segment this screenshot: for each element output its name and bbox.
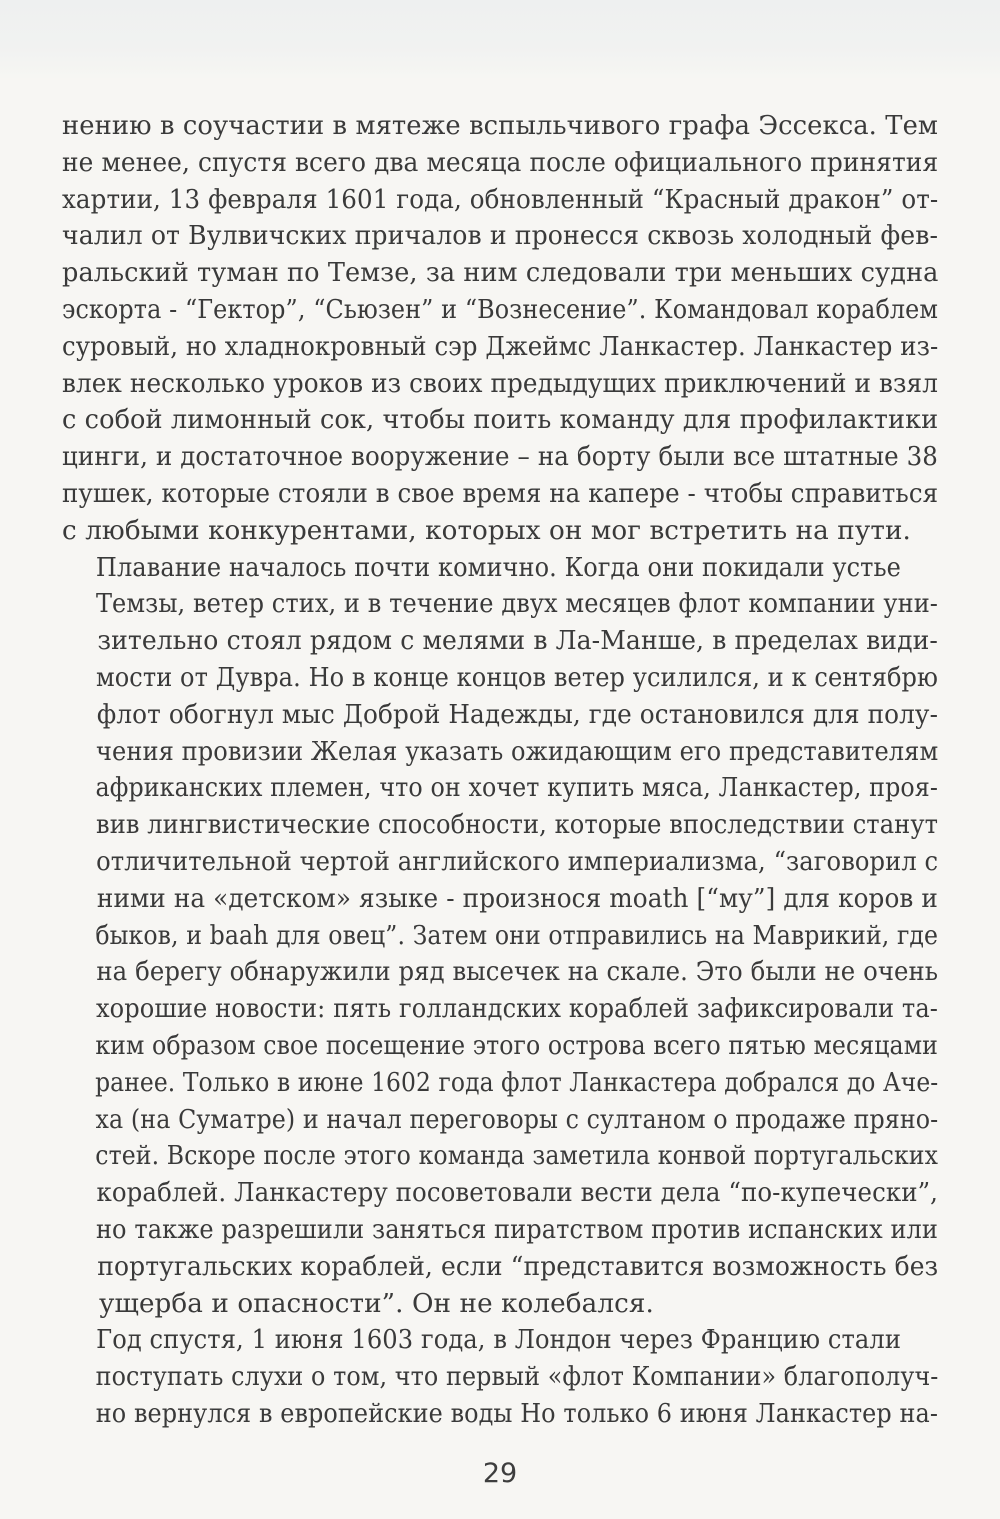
text-line: африканских племен, что он хочет купить мяса, Ланкастер, проя-: [95, 773, 938, 804]
text-line: пушек, которые стояли в свое время на капере - чтобы справиться: [62, 478, 939, 509]
paragraph-1: [62, 108, 938, 550]
text-line: чения провизии Желая указать ожидающим его представителям: [96, 736, 939, 767]
text-line: влек несколько уроков из своих предыдущих приключений и взял: [62, 368, 938, 399]
text-line: зительно стоял рядом с мелями в Ла-Манше, в пределах види-: [97, 626, 938, 657]
text-line: хартии, 13 февраля 1601 года, обновленный “Красный дракон” от-: [62, 184, 939, 215]
text-line: хорошие новости: пять голландских кораблей зафиксировали та-: [96, 994, 938, 1025]
text-line: мости от Дувра. Но в конце концов ветер усилился, и к сентябрю: [95, 662, 939, 693]
text-line: цинги, и достаточное вооружение – на борту были все штатные 38: [62, 442, 939, 473]
text-line: вив лингвистические способности, которые впоследствии станут: [96, 810, 939, 841]
text-line: ними на «детском» языке - произнося moath [“му”] для коров и: [96, 883, 938, 914]
text-line: с любыми конкурентами, которых он мог встретить на пути.: [62, 515, 911, 546]
text-line: Год спустя, 1 июня 1603 года, в Лондон через Францию стали: [96, 1325, 902, 1356]
text-line: суровый, но хладнокровный сэр Джеймс Ланкастер. Ланкастер из-: [62, 331, 939, 362]
text-line: флот обогнул мыс Доброй Надежды, где остановился для полу-: [96, 699, 939, 730]
text-line: Темзы, ветер стих, и в течение двух месяцев флот компании уни-: [95, 589, 939, 620]
text-line: чалил от Вулвичских причалов и пронесся сквозь холодный фев-: [62, 221, 939, 252]
paragraph-3: [62, 1322, 938, 1432]
text-line: португальских кораблей, если “представится возможность без: [97, 1251, 939, 1282]
paragraph-2: [62, 550, 938, 1323]
text-line: быков, и baah для овец”. Затем они отправились на Маврикий, где: [95, 920, 939, 951]
page-top-shadow: [0, 0, 1000, 78]
text-line: стей. Вскоре после этого команда заметила конвой португальских: [95, 1141, 938, 1172]
text-line: с собой лимонный сок, чтобы поить команду для профилактики: [62, 405, 939, 436]
text-line: нению в соучастии в мятеже вспыльчивого графа Эссекса. Тем: [62, 111, 939, 141]
page-body: [62, 108, 938, 1433]
text-line: но также разрешили заняться пиратством против испанских или: [95, 1214, 939, 1245]
text-line: ким образом свое посещение этого острова всего пятью месяцами: [95, 1030, 938, 1061]
text-line: эскорта - “Гектор”, “Сьюзен” и “Вознесение”. Командовал кораблем: [62, 294, 939, 325]
text-line: поступать слухи о том, что первый «флот Компании» благополуч-: [95, 1362, 939, 1393]
text-line: ранее. Только в июне 1602 года флот Ланкастера добрался до Аче-: [95, 1067, 939, 1098]
text-line: на берегу обнаружили ряд высечек на скале. Это были не очень: [96, 957, 939, 988]
text-line: кораблей. Ланкастеру посоветовали вести дела “по-купечески”,: [96, 1178, 939, 1209]
text-line: ущерба и опасности”. Он не колебался.: [99, 1288, 654, 1319]
page-number: 29: [482, 1458, 518, 1489]
text-line: ха (на Суматре) и начал переговоры с султаном о продаже пряно-: [95, 1104, 939, 1135]
text-line: Плавание началось почти комично. Когда они покидали устье: [95, 552, 901, 583]
text-line: отличительной чертой английского империализма, “заговорил с: [96, 846, 939, 877]
text-line: ральский туман по Темзе, за ним следовали три меньших судна: [62, 258, 939, 289]
text-line: не менее, спустя всего два месяца после официального принятия: [62, 147, 939, 178]
text-line: но вернулся в европейские воды Но только 6 июня Ланкастер на-: [95, 1398, 938, 1429]
